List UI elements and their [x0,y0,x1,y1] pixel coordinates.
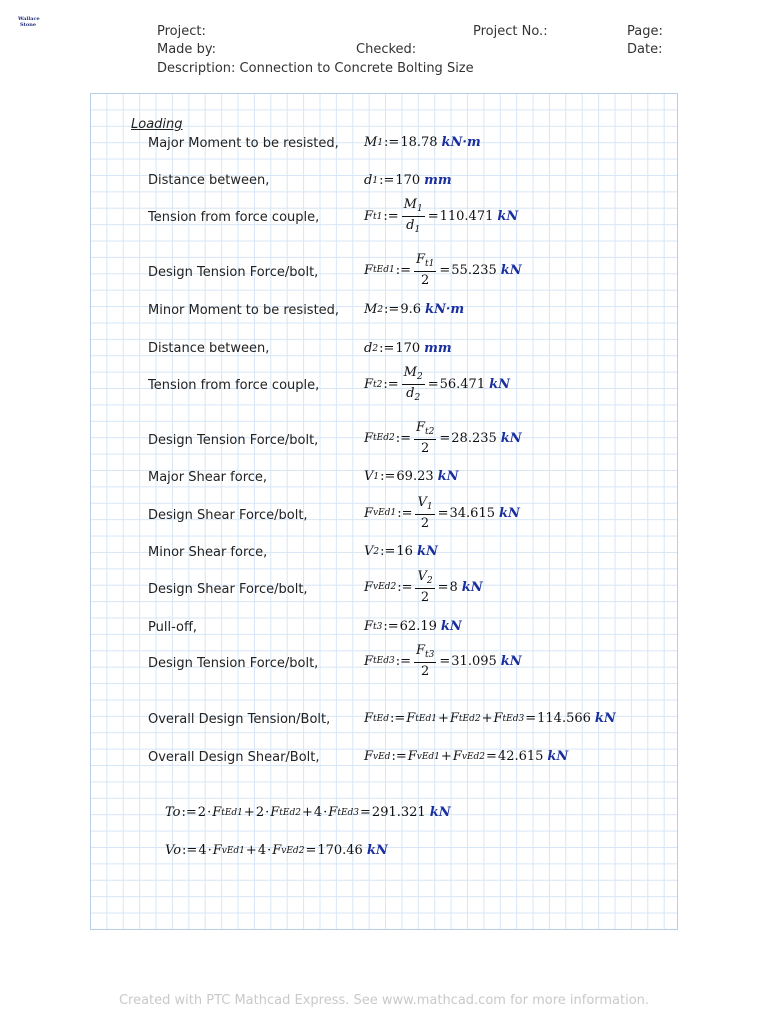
header-checked: Checked: [356,42,417,57]
label-overall-tension: Overall Design Tension/Bolt, [148,712,331,727]
eq-Ft1[interactable]: F t1 := $\frac{M_1}{d_1}$ = 110.471 kN [364,197,519,235]
label-minor-moment: Minor Moment to be resisted, [148,303,340,318]
label-minor-shear: Minor Shear force, [148,545,268,560]
label-major-moment: Major Moment to be resisted, [148,136,339,151]
eq-FtEd1[interactable]: F tEd1 := $\frac{F_{t1}}{2}$ = 55.235 kN [364,252,522,288]
label-distance1: Distance between, [148,173,270,188]
eq-d1[interactable]: d 1 := 170 mm [364,173,452,188]
label-pull-off: Pull-off, [148,620,198,635]
label-design-shear2: Design Shear Force/bolt, [148,582,308,597]
eq-V1[interactable]: V 1 := 69.23 kN [364,469,459,484]
footer-note: Created with PTC Mathcad Express. See www.mathcad.com for more information. [118,993,650,1008]
eq-Ft3[interactable]: F t3 := 62.19 kN [364,619,462,634]
label-design-tension2: Design Tension Force/bolt, [148,433,319,448]
eq-d2[interactable]: d 2 := 170 mm [364,341,452,356]
header-made-by: Made by: [157,42,216,57]
label-overall-shear: Overall Design Shear/Bolt, [148,750,320,765]
label-tension-couple2: Tension from force couple, [148,378,320,393]
header-description: Description: Connection to Concrete Bolting Size [157,61,474,76]
eq-FtEd3[interactable]: F tEd3 := $\frac{F_{t3}}{2}$ = 31.095 kN [364,643,522,679]
eq-M2[interactable]: M 2 := 9.6 kN·m [364,302,465,317]
label-major-shear: Major Shear force, [148,470,268,485]
eq-Vo[interactable]: Vo := 4 · F vEd1 + 4 · F vEd2 = 170.46 kN [165,843,388,858]
company-logo: Wallace Stone [18,16,40,28]
header-project: Project: [157,24,206,39]
eq-FvEd2[interactable]: F vEd2 := $\frac{V_2}{2}$ = 8 kN [364,569,483,605]
eq-FvEd1[interactable]: F vEd1 := $\frac{V_1}{2}$ = 34.615 kN [364,495,520,531]
section-heading: Loading [131,117,183,132]
eq-FvEd[interactable]: F vEd := F vEd1 + F vEd2 = 42.615 kN [364,749,569,764]
label-design-tension3: Design Tension Force/bolt, [148,656,319,671]
label-distance2: Distance between, [148,341,270,356]
eq-V2[interactable]: V 2 := 16 kN [364,544,438,559]
eq-M1[interactable]: M 1 := 18.78 kN·m [364,135,481,150]
label-design-tension1: Design Tension Force/bolt, [148,265,319,280]
label-tension-couple1: Tension from force couple, [148,210,320,225]
eq-Ft2[interactable]: F t2 := $\frac{M_2}{d_2}$ = 56.471 kN [364,365,510,403]
header-page: Page: [627,24,663,39]
eq-FtEd2[interactable]: F tEd2 := $\frac{F_{t2}}{2}$ = 28.235 kN [364,420,522,456]
header-date: Date: [627,42,663,57]
label-design-shear1: Design Shear Force/bolt, [148,508,308,523]
header-project-no: Project No.: [473,24,548,39]
eq-To[interactable]: To := 2 · F tEd1 + 2 · F tEd2 + 4 · F tEd3 = 291.321 kN [165,805,451,820]
eq-FtEd[interactable]: F tEd := F tEd1 + F tEd2 + F tEd3 = 114.566 kN [364,711,616,726]
